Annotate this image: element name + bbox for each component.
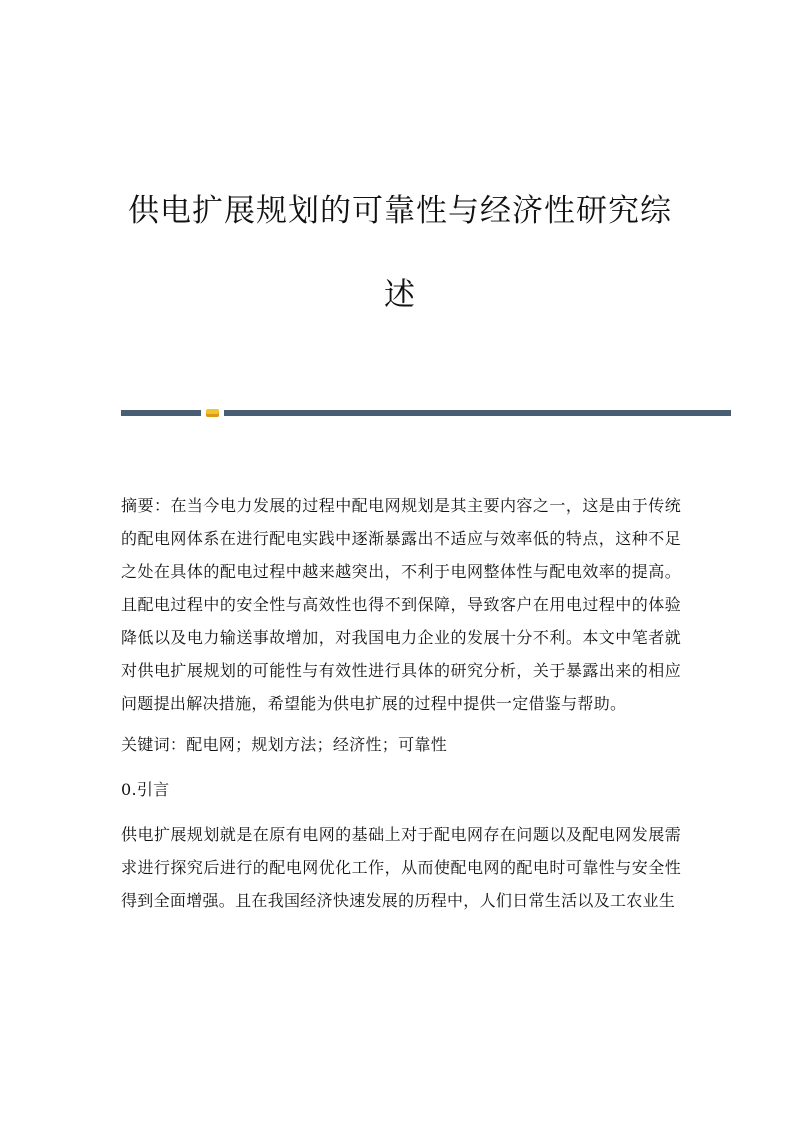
title-divider [121, 409, 731, 417]
document-title-line-1: 供电扩展规划的可靠性与经济性研究综 [128, 193, 672, 229]
abstract-text: 在当今电力发展的过程中配电网规划是其主要内容之一，这是由于传统的配电网体系在进行配电实践中逐渐暴露出不适应与效率低的特点，这种不足之处在具体的配电过程中越来越突出，不利于电网整体性与配电效率的提高。且配电过程中的安全性与高效性也得不到保障，导致客户在用电过程中的体验降低以及电力输送事故增加，对我国电力企业的发展十分不利。本文中笔者就对供电扩展规划的可能性与有效性进行具体的研究分析，关于暴露出来的相应问题提出解决措施，希望能为供电扩展的过程中提供一定借鉴与帮助。 [121, 496, 681, 713]
keywords-paragraph [121, 728, 681, 761]
keywords-text: 配电网；规划方法；经济性；可靠性 [186, 735, 448, 754]
document-body [121, 489, 681, 925]
keywords-label: 关键词： [121, 735, 187, 754]
divider-bar-right [224, 410, 731, 416]
introduction-paragraph: 供电扩展规划就是在原有电网的基础上对于配电网存在问题以及配电网发展需求进行探究后进行的配电网优化工作，从而使配电网的配电时可靠性与安全性得到全面增强。且在我国经济快速发展的历程中，人们日常生活以及工农业生 [121, 825, 681, 910]
document-title-line-2: 述 [384, 277, 416, 313]
divider-ornament-icon [206, 409, 219, 417]
section-heading-introduction: 0.引言 [121, 780, 170, 799]
divider-bar-left [121, 410, 201, 416]
abstract-paragraph [121, 489, 681, 720]
abstract-label: 摘要： [121, 496, 171, 515]
